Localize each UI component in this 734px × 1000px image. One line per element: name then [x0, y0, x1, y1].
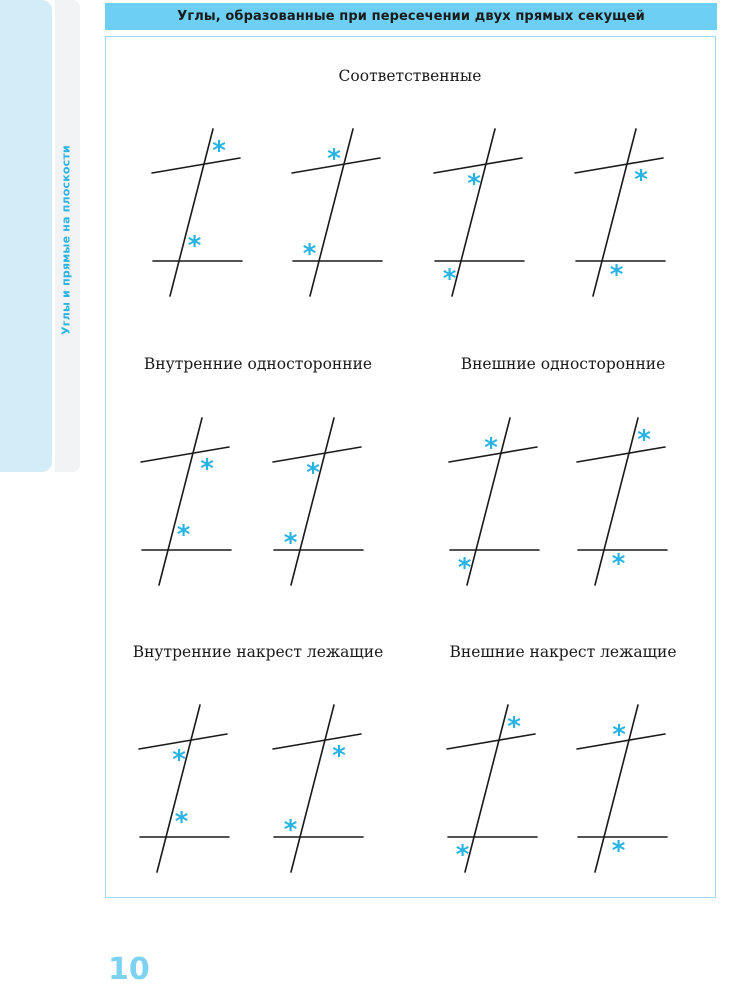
upper-line	[273, 734, 361, 749]
transversal-line	[170, 129, 213, 296]
angle-marker-star: *	[283, 528, 298, 558]
caption-interior-same-side: Внутренние односторонние	[143, 355, 373, 373]
angle-marker-star: *	[212, 136, 226, 166]
angle-marker-star: *	[327, 144, 341, 174]
upper-line	[575, 158, 663, 173]
angle-marker-star: *	[467, 169, 481, 199]
transversal-line	[157, 705, 200, 872]
side-tab-label: Углы и прямые на плоскости	[59, 145, 73, 335]
angle-marker-star: *	[187, 231, 202, 261]
angle-marker-star: *	[302, 239, 317, 269]
angle-marker-star: *	[455, 840, 470, 870]
angle-marker-star: *	[609, 260, 624, 290]
caption-exterior-alternate: Внешние накрест лежащие	[449, 643, 677, 661]
caption-interior-alternate: Внутренние накрест лежащие	[132, 643, 384, 661]
transversal-line	[159, 418, 202, 585]
angle-marker-star: *	[634, 165, 648, 195]
angle-marker-star: *	[457, 553, 472, 583]
angle-marker-star: *	[507, 712, 521, 742]
angle-marker-star: *	[612, 720, 626, 750]
transversal-line	[291, 418, 334, 585]
angle-marker-star: *	[174, 807, 189, 837]
angle-marker-star: *	[484, 433, 498, 463]
upper-line	[141, 447, 229, 462]
angle-marker-star: *	[172, 745, 186, 775]
angle-marker-star: *	[200, 454, 214, 484]
angle-marker-star: *	[611, 836, 626, 866]
angle-marker-star: *	[637, 425, 651, 455]
angle-marker-star: *	[176, 520, 191, 550]
angle-marker-star: *	[283, 815, 298, 845]
caption-exterior-same-side: Внешние односторонние	[460, 355, 666, 373]
angle-marker-star: *	[306, 458, 320, 488]
transversal-line	[465, 705, 508, 872]
transversal-line	[291, 705, 334, 872]
page-number: 10	[108, 952, 150, 987]
angle-marker-star: *	[611, 549, 626, 579]
angle-marker-star: *	[332, 741, 346, 771]
page-title: Углы, образованные при пересечении двух прямых секущей	[177, 9, 645, 24]
angle-marker-star: *	[442, 264, 457, 294]
transversal-line	[452, 129, 495, 296]
upper-line	[447, 734, 535, 749]
upper-line	[577, 447, 665, 462]
caption-corresponding: Соответственные	[338, 67, 482, 85]
upper-line	[152, 158, 240, 173]
